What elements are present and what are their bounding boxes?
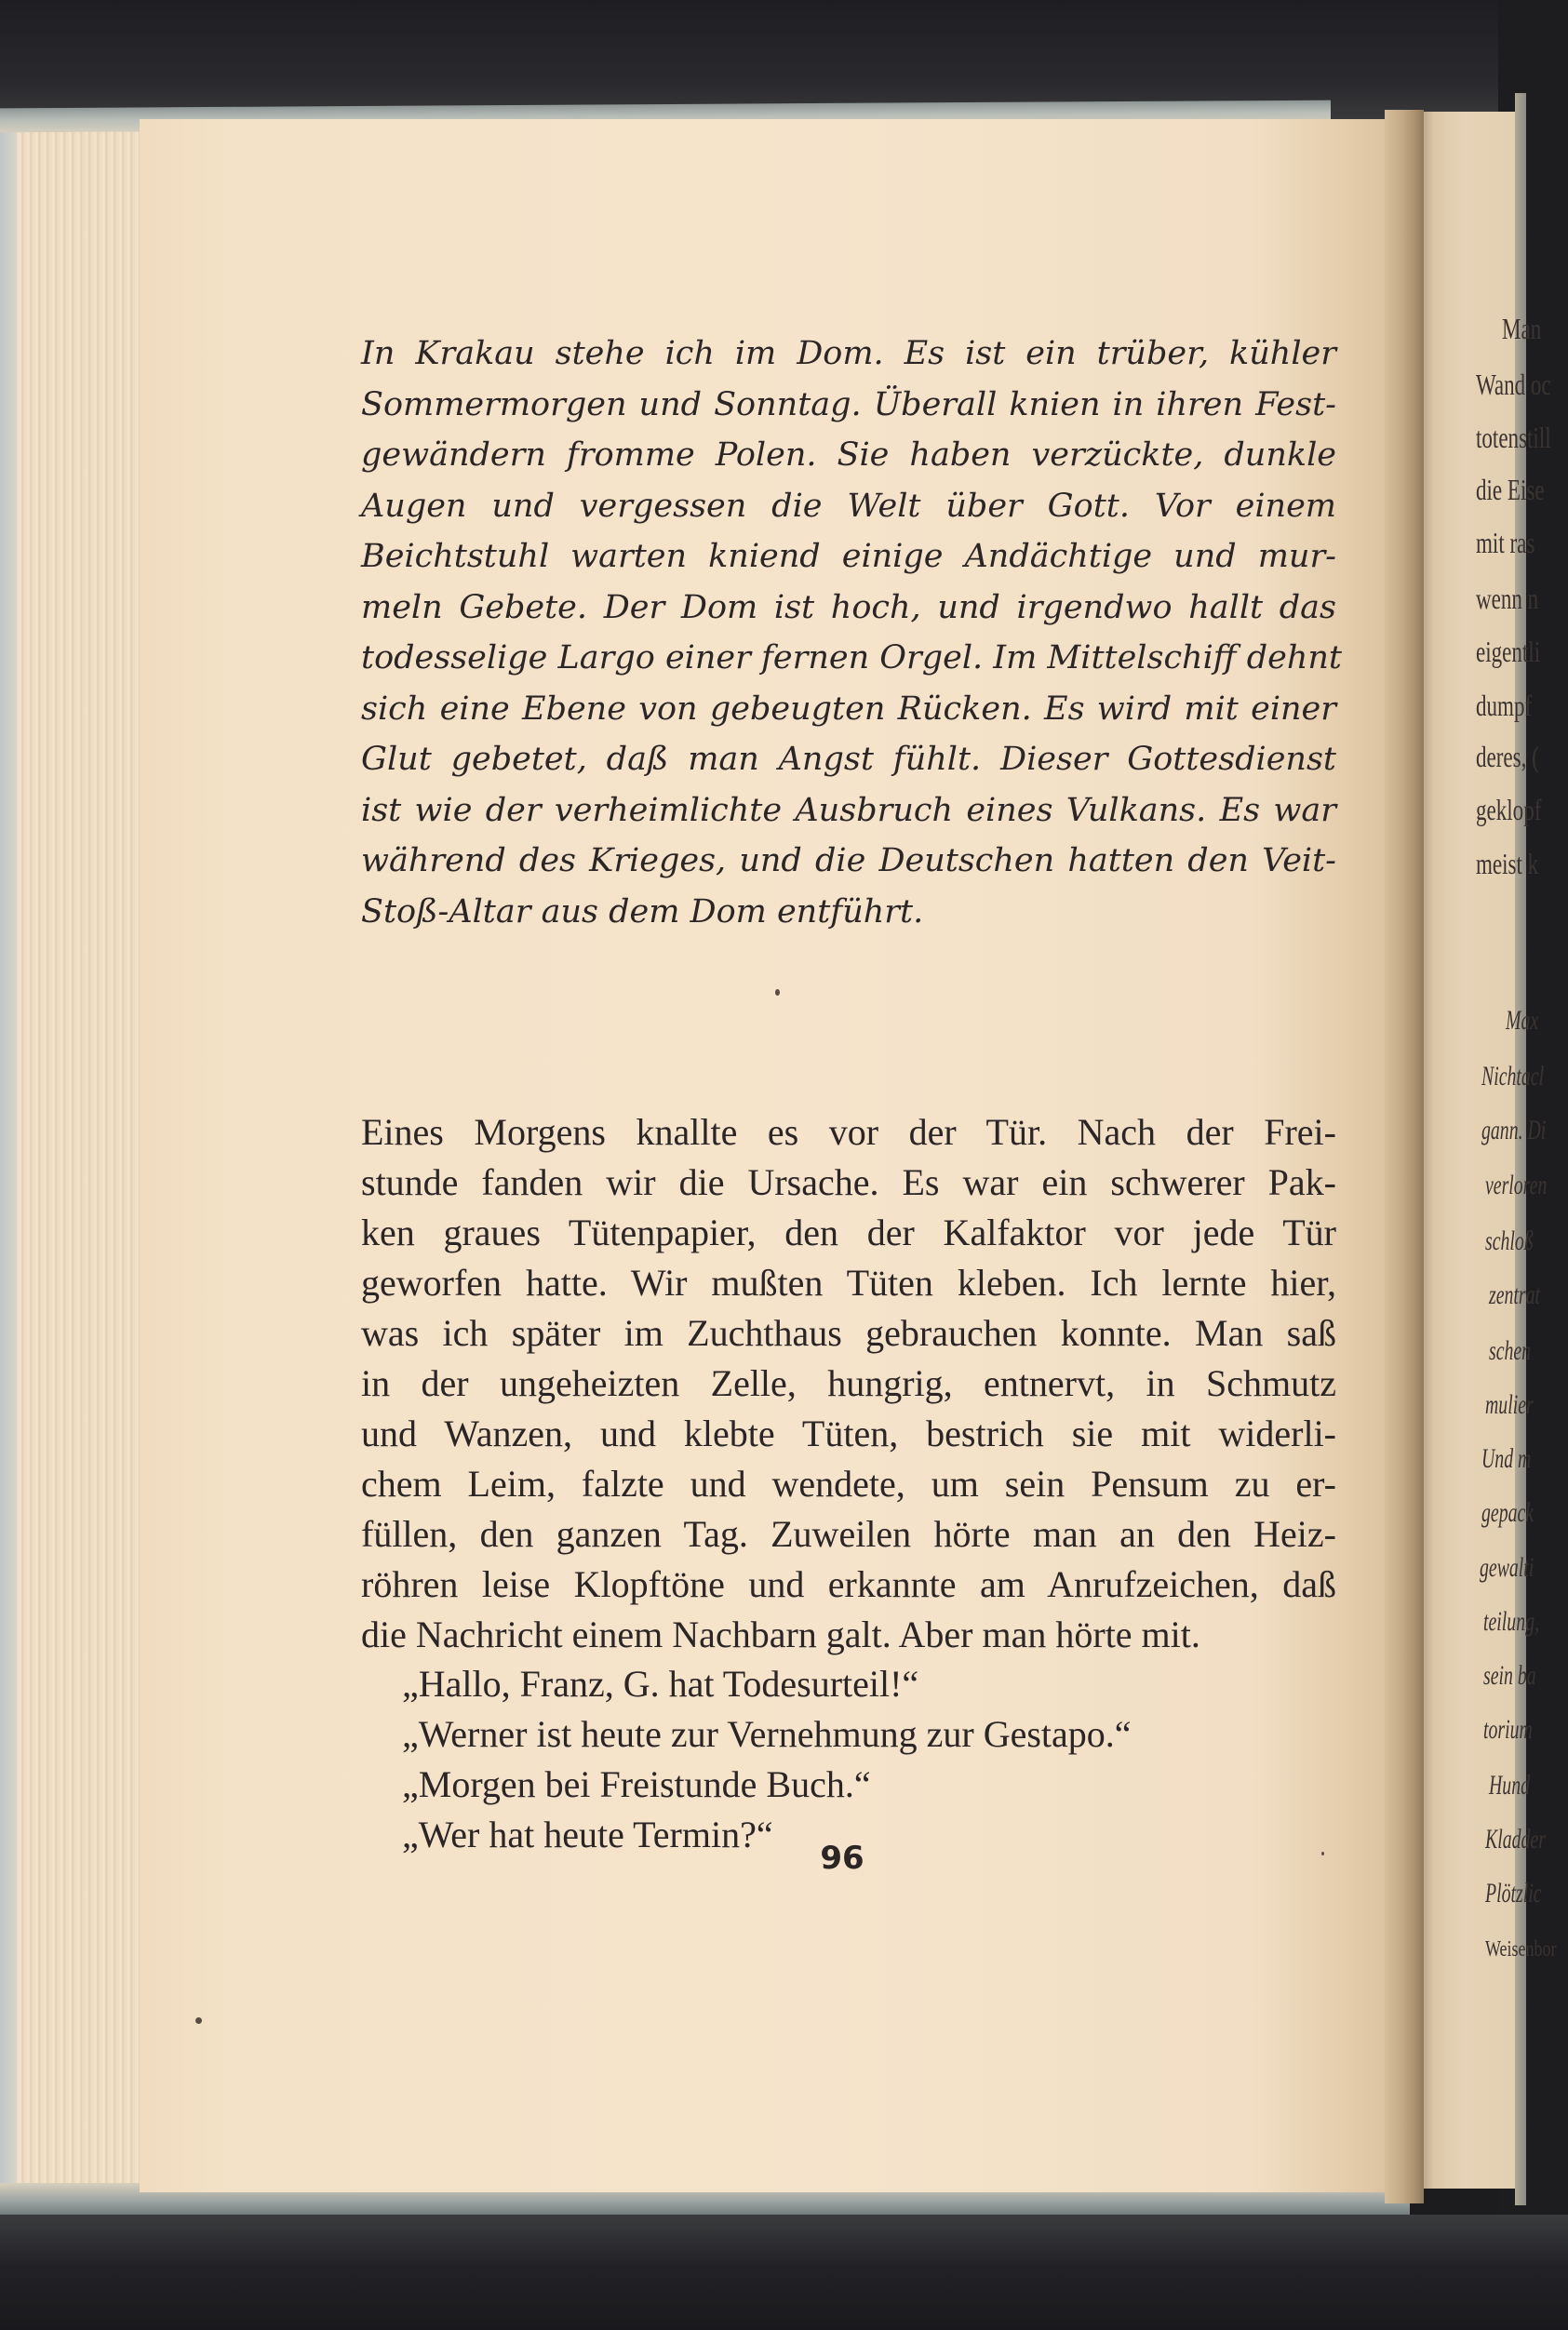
text-line: Stoß-Altar aus dem Dom entführt.: [361, 892, 924, 931]
text-line: „Morgen bei Freistunde Buch.“: [402, 1763, 871, 1805]
paper-speck: [775, 989, 780, 996]
facing-text-fragment: Wand oc: [1476, 368, 1551, 401]
page-number: 96: [820, 1840, 864, 1877]
text-line: chem Leim, falzte und wendete, um sein Pensum zu er-: [361, 1463, 1336, 1505]
text-line: sich eine Ebene von gebeugten Rücken. Es wird mit einer: [361, 690, 1336, 728]
facing-text-fragment: geklopf: [1476, 793, 1542, 826]
text-line: Beichtstuhl warten kniend einige Andächtige und mur-: [361, 538, 1336, 575]
text-line: Sommermorgen und Sonntag. Überall knien in ihren Fest-: [361, 385, 1336, 423]
text-line: gewändern fromme Polen. Sie haben verzückte, dunkle: [361, 436, 1336, 474]
text-line: während des Krieges, und die Deutschen hatten den Veit-: [361, 842, 1336, 879]
background-bottom: [0, 2215, 1568, 2330]
facing-text-fragment: teilung,: [1483, 1606, 1539, 1637]
facing-footer-fragment: Weisenbor: [1485, 1937, 1557, 1962]
facing-text-fragment: verloren: [1485, 1170, 1548, 1200]
book-spine: [0, 110, 17, 2203]
paper-speck: [195, 2017, 202, 2024]
facing-text-fragment: meist k: [1476, 847, 1539, 880]
facing-text-fragment: Plötzlic: [1485, 1878, 1542, 1908]
facing-text-fragment: Max: [1506, 1005, 1539, 1036]
text-line: in der ungeheizten Zelle, hungrig, entnervt, in Schmutz: [361, 1362, 1336, 1404]
paper-speck: [1321, 1852, 1324, 1855]
facing-text-fragment: mit ras: [1476, 526, 1535, 559]
text-line: Glut gebetet, daß man Angst fühlt. Dieser Gottesdienst: [361, 741, 1336, 778]
gutter-shadow: [1385, 110, 1424, 2203]
facing-text-fragment: Hund: [1489, 1770, 1531, 1801]
facing-text-fragment: gepack: [1481, 1497, 1534, 1528]
text-line: ken graues Tütenpapier, den der Kalfaktor vor jede Tür: [361, 1212, 1336, 1253]
text-line: ist wie der verheimlichte Ausbruch eines Vulkans. Es war: [361, 791, 1336, 829]
facing-text-fragment: schen: [1489, 1335, 1532, 1366]
left-page: [140, 119, 1405, 2192]
facing-text-fragment: schloß: [1485, 1225, 1534, 1256]
facing-text-fragment: Kladder: [1485, 1824, 1546, 1855]
text-line: füllen, den ganzen Tag. Zuweilen hörte man an den Heiz-: [361, 1513, 1336, 1555]
text-line: todesselige Largo einer fernen Orgel. Im Mittelschiff dehnt: [361, 639, 1342, 676]
text-line: Eines Morgens knallte es vor der Tür. Nach der Frei-: [361, 1111, 1336, 1153]
text-line: Augen und vergessen die Welt über Gott. Vor einem: [361, 487, 1336, 525]
text-line: stunde fanden wir die Ursache. Es war ein schwerer Pak-: [361, 1161, 1336, 1203]
facing-text-fragment: Und m: [1481, 1443, 1532, 1474]
page-block-edges: [0, 110, 158, 2203]
facing-text-fragment: Nichtacl: [1481, 1061, 1545, 1091]
facing-text-fragment: totenstill: [1476, 421, 1551, 454]
text-line: und Wanzen, und klebte Tüten, bestrich sie mit widerli-: [361, 1413, 1336, 1454]
text-line: „Hallo, Franz, G. hat Todesurteil!“: [402, 1663, 919, 1705]
facing-text-fragment: sein ba: [1483, 1660, 1536, 1691]
facing-text-fragment: deres, (: [1476, 740, 1539, 773]
facing-text-fragment: wenn n: [1476, 582, 1539, 615]
facing-text-fragment: gewalti: [1480, 1552, 1534, 1583]
facing-text-fragment: gann. Di: [1481, 1115, 1547, 1145]
text-line: was ich später im Zuchthaus gebrauchen konnte. Man saß: [361, 1312, 1336, 1354]
text-line: röhren leise Klopftöne und erkannte am Anrufzeichen, daß: [361, 1563, 1336, 1605]
text-line: meln Gebete. Der Dom ist hoch, und irgendwo hallt das: [361, 588, 1336, 626]
text-line: geworfen hatte. Wir mußten Tüten kleben. Ich lernte hier,: [361, 1262, 1336, 1304]
facing-text-fragment: torium: [1483, 1714, 1533, 1745]
facing-text-fragment: dumpf: [1476, 689, 1533, 722]
text-line: die Nachricht einem Nachbarn galt. Aber man hörte mit.: [361, 1614, 1200, 1655]
text-line: „Wer hat heute Termin?“: [402, 1814, 773, 1855]
text-line: In Krakau stehe ich im Dom. Es ist ein trüber, kühler: [361, 335, 1336, 372]
facing-text-fragment: die Eise: [1476, 473, 1545, 506]
facing-text-fragment: Man: [1502, 312, 1542, 345]
facing-text-fragment: eigentli: [1476, 635, 1541, 668]
facing-text-fragment: mulier: [1485, 1389, 1534, 1420]
text-line: „Werner ist heute zur Vernehmung zur Gestapo.“: [402, 1713, 1132, 1755]
facing-text-fragment: zentrat: [1489, 1279, 1541, 1310]
